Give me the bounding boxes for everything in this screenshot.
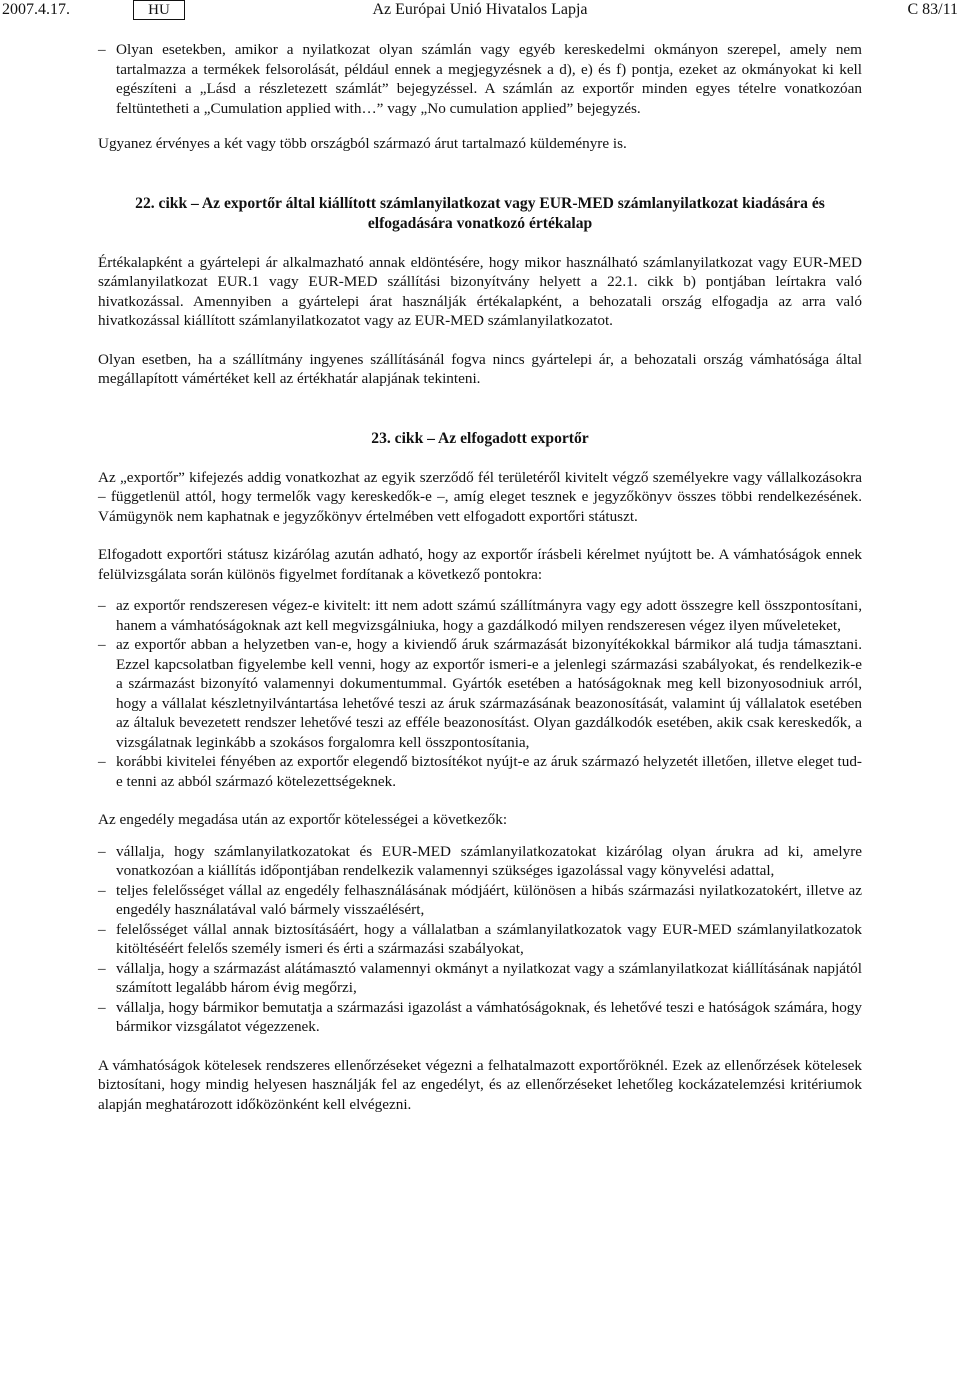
journal-title: Az Európai Unió Hivatalos Lapja xyxy=(372,1,588,18)
review-criteria-item xyxy=(98,635,862,752)
document-body xyxy=(98,40,862,1114)
intro-list-item xyxy=(98,40,862,118)
exporter-duty-item-text: teljes felelősséget vállal az engedély felhasználásának módjáért, különösen a hibás származási nyilatkozatokért, illetve az engedély használatával való bármely visszaélésért, xyxy=(116,881,862,918)
article-22-paragraph-2: Olyan esetben, ha a szállítmány ingyenes szállításánál fogva nincs gyártelepi ár, a behozatali ország vámhatósága által megállapított vámértéket kell az értékhatár alapjának tekinteni. xyxy=(98,350,862,387)
review-criteria-item-text: az exportőr abban a helyzetben van-e, hogy a kiviendő áruk származását bizonyítékokkal bármikor alá tudja támasztani. Ezzel kapcsolatban figyelembe kell venni, hogy az exportőr ismeri-e a jelenlegi származási szabályokat, és rendelkezik-e a származást bizonyító valamennyi dokumentummal. Gyártók esetében a hatóságoknak meg kell bizonyosodniuk arról, hogy a vállalat készletnyilvántartása lehetővé teszi az áruk származásának beazonosítását, valamint új vállalatok esetében az általuk bevezetett rendszer lehetővé teszi az efféle beazonosítást. Olyan gazdálkodók esetében, akik csak kereskedők, a vizsgálatnak leginkább a szokásos forgalomra kell összpontosítania, xyxy=(116,636,862,751)
intro-paragraph: Ugyanez érvényes a két vagy több országból származó árut tartalmazó küldeményre is. xyxy=(98,135,627,152)
article-23-paragraph-2: Elfogadott exportőri státusz kizárólag azután adható, hogy az exportőr írásbeli kérelmet nyújtott be. A vámhatóságok ennek felülvizsgálata során különös figyelmet fordítanak a következő pontokra: xyxy=(98,546,862,583)
dash-marker: – xyxy=(98,597,106,614)
exporter-duty-item xyxy=(98,842,862,881)
exporter-duty-item xyxy=(98,920,862,959)
exporter-duty-item xyxy=(98,959,862,998)
exporter-duty-item-text: vállalja, hogy bármikor bemutatja a származási igazolást a vámhatóságoknak, és lehetővé teszi e hatóságok számára, hogy bármikor vizsgálatot végezzenek. xyxy=(116,998,862,1035)
dash-marker: – xyxy=(98,753,106,770)
page-number: C 83/11 xyxy=(907,1,958,18)
header-date: 2007.4.17. xyxy=(2,1,70,18)
article-23-heading: 23. cikk – Az elfogadott exportőr xyxy=(371,429,589,447)
dash-marker: – xyxy=(98,842,106,860)
language-code-box: HU xyxy=(133,0,185,20)
exporter-duty-item xyxy=(98,998,862,1037)
article-23-paragraph-1: Az „exportőr” kifejezés addig vonatkozhat az egyik szerződő fél területéről kivitelt végző személyekre vagy vállalkozásokra – függetlenül attól, hogy termelők vagy kereskedők-e –, amíg eleget tesznek e jegyzőkönyv összes többi rendelkezésének. Vámügynök nem kaphatnak e jegyzőkönyv értelmében vett elfogadott exportőri státuszt. xyxy=(98,468,862,525)
article-23-paragraph-3: Az engedély megadása után az exportőr kötelességei a következők: xyxy=(98,811,508,828)
dash-marker: – xyxy=(98,41,106,58)
review-criteria-item-text: korábbi kivitelei fényében az exportőr elegendő biztosítékot nyújt-e az áruk származó helyzetét illetően, illetve eleget tud-e tenni az abból származó kötelezettségeknek. xyxy=(116,753,862,790)
review-criteria-item xyxy=(98,752,862,791)
dash-marker: – xyxy=(98,959,106,977)
page-header xyxy=(0,0,960,22)
exporter-duty-item-text: felelősséget vállal annak biztosításáért, hogy a vállalatban a számlanyilatkozatok vagy EUR-MED számlanyilatkozatok kitöltéséért felelős személy ismeri és érti a származási szabályokat, xyxy=(116,920,862,957)
article-22-heading: 22. cikk – Az exportőr által kiállított számlanyilatkozat vagy EUR-MED számlanyilatkozat kiadására és elfogadására vonatkozó értékalap xyxy=(135,194,825,232)
intro-list-item-text: Olyan esetekben, amikor a nyilatkozat olyan számlán vagy egyéb kereskedelmi okmányon szerepel, amely nem tartalmazza a termékek felsorolását, például ennek a megjegyzésnek a d), e) és f) pontja, ezeket az okmányokat ki kell egészíteni a „Lásd a részletezett számlát” bejegyzéssel. A számlán az exportőr minden egyes tételre vonatkozóan feltüntetheti a „Cumulation applied with…” vagy „No cumulation applied” bejegyzés. xyxy=(116,41,862,117)
dash-marker: – xyxy=(98,998,106,1016)
article-23-paragraph-4: A vámhatóságok kötelesek rendszeres ellenőrzéseket végezni a felhatalmazott exportőröknél. Ezek az ellenőrzések kötelesek biztosítani, hogy mindig helyesen használják fel az engedélyt, és az ellenőrzéseket lehetőleg kockázatelemzési kritériumok alapján meghatározott időközönként kell elvégezni. xyxy=(98,1056,862,1113)
dash-marker: – xyxy=(98,920,106,938)
exporter-duty-item-text: vállalja, hogy számlanyilatkozatokat és EUR-MED számlanyilatkozatokat kizárólag olyan árukra ad ki, amelyre vonatkozóan a kiállítás időpontjában rendelkezik valamennyi szükséges igazolással vagy könyvelési adattal, xyxy=(116,842,862,879)
exporter-duty-item xyxy=(98,881,862,920)
dash-marker: – xyxy=(98,636,106,653)
exporter-duty-item-text: vállalja, hogy a származást alátámasztó valamennyi okmányt a nyilatkozat vagy a számlanyilatkozat kiállításának napjától számított legalább három évig megőrzi, xyxy=(116,959,862,996)
dash-marker: – xyxy=(98,881,106,899)
review-criteria-item xyxy=(98,596,862,635)
review-criteria-item-text: az exportőr rendszeresen végez-e kivitelt: itt nem adott számú szállítmányra vagy egy adott összegre kell összpontosítani, hanem a vámhatóságoknak azt kell megvizsgálniuka, hogy a gazdálkodó milyen rendszeresen végez ilyen műveleteket, xyxy=(116,597,862,634)
article-22-paragraph-1: Értékalapként a gyártelepi ár alkalmazható annak eldöntésére, hogy mikor használható számlanyilatkozat vagy EUR-MED számlanyilatkozat EUR.1 vagy EUR-MED szállítási bizonyítvány helyett a 22.1. cikk b) pontjában leírtakra való hivatkozással. Amennyiben a gyártelepi árat használják értékalapként, a behozatali ország elfogadja az arra való hivatkozással kiállított számlanyilatkozatot vagy az EUR-MED számlanyilatkozatot. xyxy=(98,253,862,329)
